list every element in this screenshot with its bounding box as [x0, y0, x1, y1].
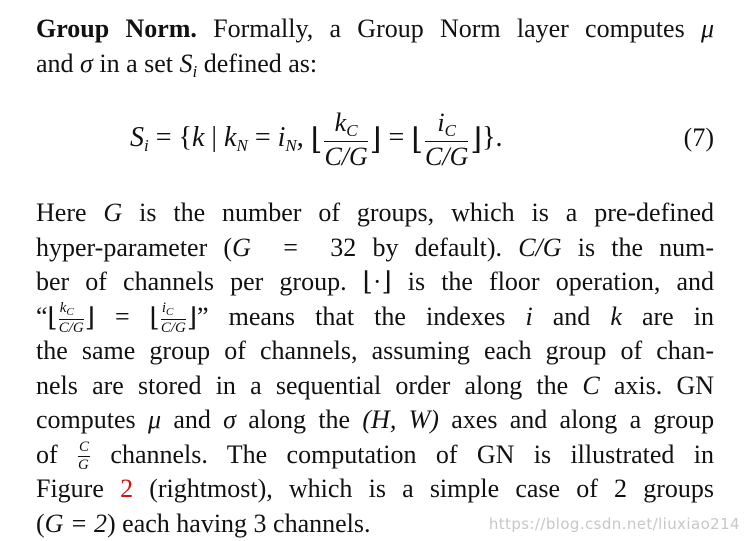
watermark-url: https://blog.csdn.net/liuxiao214 [489, 514, 740, 534]
paper-excerpt [36, 12, 714, 81]
body-line-1: Here G is the number of groups, which is a pre-defined [36, 196, 714, 231]
section-heading: Group Norm. [36, 14, 197, 43]
body-line-4: “⌊ $\frac{k_C}{C/G}$ ⌋ = ⌊ $\frac{i_C}{C/G}$ ⌋” means that the indexes i and k are in [36, 300, 714, 335]
body-line-2: hyper-parameter (G = 32 by default). C/G is the num- [36, 231, 714, 266]
body-line-3: ber of channels per group. ⌊·⌋ is the floor operation, and [36, 265, 714, 300]
body-line-10: (G = 2) each having 3 channels. [36, 507, 714, 541]
fraction-ic-over-cg: $\frac{i_C}{C/G}$ [425, 110, 468, 170]
figure-reference-link[interactable]: 2 [120, 474, 133, 503]
set-symbol: $S_i$ [180, 49, 198, 78]
equation-number: (7) [684, 102, 714, 174]
inline-fraction-kc-over-cg: $\frac{k_C}{C/G}$ [59, 301, 84, 336]
intro-line-1: Group Norm. Formally, a Group Norm layer computes μ [36, 12, 714, 47]
inline-fraction-c-over-g: $\frac{C}{G}$ [78, 440, 90, 473]
body-line-8: of $\frac{C}{G}$ channels. The computation of GN is illustrated in [36, 438, 714, 473]
body-line-6: nels are stored in a sequential order along the C axis. GN [36, 369, 714, 404]
intro-paragraph [36, 12, 714, 81]
body-line-5: the same group of channels, assuming each group of chan- [36, 334, 714, 369]
fraction-kc-over-cg: $\frac{k_C}{C/G}$ [324, 110, 367, 170]
body-line-7: computes μ and σ along the (H, W) axes and along a group [36, 403, 714, 438]
equation-row [36, 98, 714, 178]
body-paragraph [36, 196, 714, 541]
intro-line-2: and σ in a set $S_i$ defined as: [36, 47, 714, 82]
body-line-9: Figure 2 (rightmost), which is a simple case of 2 groups [36, 472, 714, 507]
inline-fraction-ic-over-cg: $\frac{i_C}{C/G}$ [161, 301, 186, 336]
equation-7: $S_i = \{k$ | $k_N = i_N$, ⌊ $\frac{k_C}{C/G}$ ⌋ = ⌊ $\frac{i_C}{C/G}$ ⌋}. [130, 102, 503, 182]
